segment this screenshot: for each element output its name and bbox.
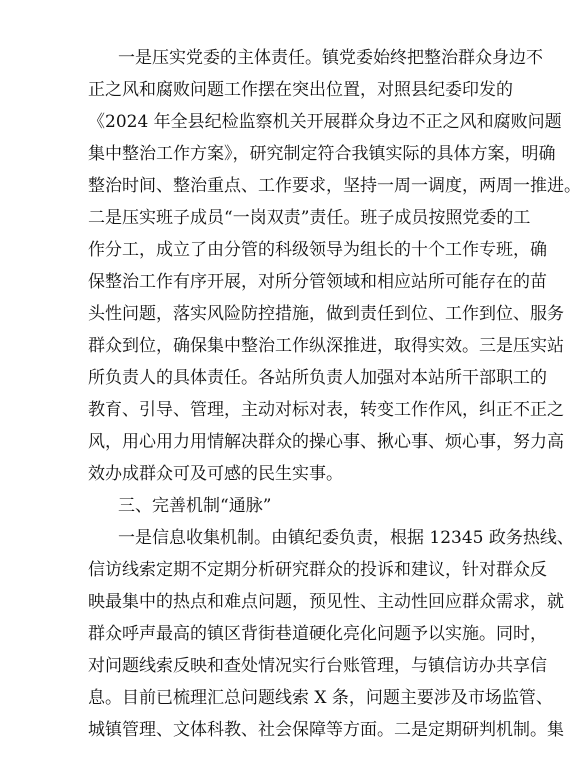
text-line: 保整治工作有序开展，对所分管领域和相应站所可能存在的苗: [88, 272, 547, 292]
text-line: 群众到位，确保集中整治工作纵深推进，取得实效。三是压实站: [88, 336, 564, 356]
section-heading: 三、完善机制“通脉”: [118, 496, 272, 516]
text-line: 集中整治工作方案》，研究制定符合我镇实际的具体方案，明确: [88, 144, 556, 164]
text-line: 二是压实班子成员“一岗双责”责任。班子成员按照党委的工: [88, 208, 531, 228]
text-line: 作分工，成立了由分管的科级领导为组长的十个工作专班，确: [88, 240, 547, 260]
text-line: 对问题线索反映和查处情况实行台账管理，与镇信访办共享信: [88, 656, 547, 676]
text-line: 头性问题，落实风险防控措施，做到责任到位、工作到位、服务: [88, 304, 564, 324]
text-line: 所负责人的具体责任。各站所负责人加强对本站所干部职工的: [88, 368, 547, 388]
text-line: 一是信息收集机制。由镇纪委负责，根据 12345 政务热线、: [118, 528, 574, 548]
text-line: 城镇管理、文体科教、社会保障等方面。二是定期研判机制。集: [88, 720, 564, 740]
text-line: 正之风和腐败问题工作摆在突出位置，对照县纪委印发的: [88, 80, 513, 100]
text-line: 信访线索定期不定期分析研究群众的投诉和建议，针对群众反: [88, 560, 547, 580]
text-line: 教育、引导、管理，主动对标对表，转变工作作风，纠正不正之: [88, 400, 564, 420]
text-line: 一是压实党委的主体责任。镇党委始终把整治群众身边不: [118, 48, 543, 68]
text-line: 整治时间、整治重点、工作要求，坚持一周一调度，两周一推进。: [88, 176, 581, 196]
text-line: 效办成群众可及可感的民生实事。: [88, 464, 343, 484]
text-line: 群众呼声最高的镇区背街巷道硬化亮化问题予以实施。同时，: [88, 624, 547, 644]
text-line: 息。目前已梳理汇总问题线索 X 条，问题主要涉及市场监管、: [88, 688, 553, 708]
text-line: 风，用心用力用情解决群众的操心事、揪心事、烦心事，努力高: [88, 432, 564, 452]
text-line: 映最集中的热点和难点问题，预见性、主动性回应群众需求，就: [88, 592, 564, 612]
text-line: 《2024 年全县纪检监察机关开展群众身边不正之风和腐败问题: [88, 112, 562, 132]
